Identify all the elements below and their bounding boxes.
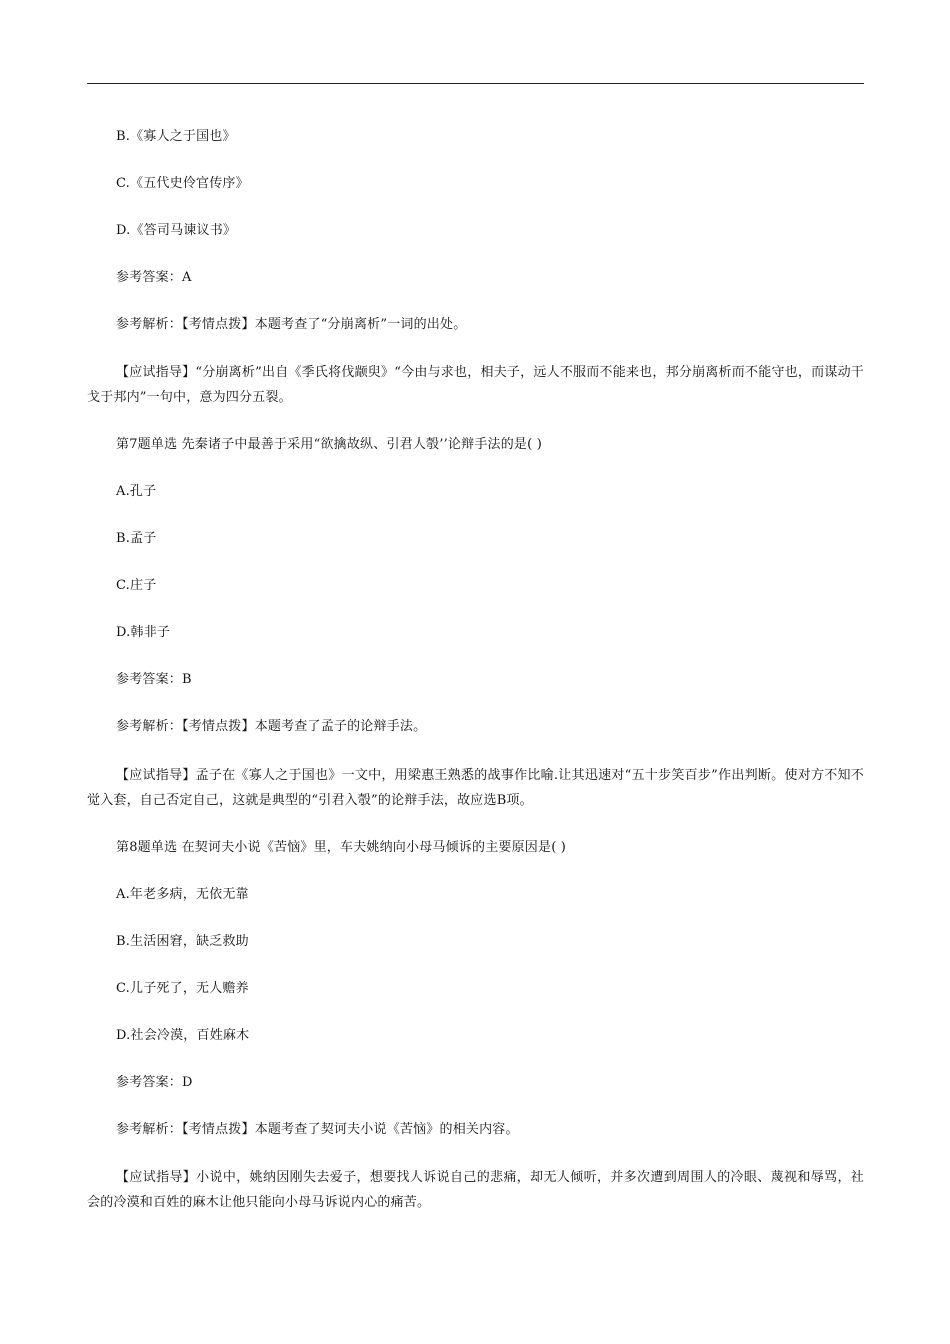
q7-option-c: C.庄子 <box>116 578 157 593</box>
q6-answer: 参考答案：A <box>116 270 192 285</box>
q7-answer: 参考答案：B <box>116 672 192 687</box>
q6-guide: 【应试指导】“分崩离析”出自《季氏将伐颛臾》“今由与求也，相夫子，远人不服而不能来也，邦分崩离析而不能守也，而谋动干戈于邦内”一句中，意为四分五裂。 <box>87 365 864 405</box>
q6-option-b: B.《寡人之于国也》 <box>116 129 236 144</box>
q8-analysis: 参考解析：【考情点拨】本题考查了契诃夫小说《苦恼》的相关内容。 <box>116 1122 519 1137</box>
q8-option-d: D.社会冷漠，百姓麻木 <box>116 1028 250 1043</box>
q6-option-c: C.《五代史伶官传序》 <box>116 176 249 191</box>
q6-analysis: 参考解析：【考情点拨】本题考查了“分崩离析”一词的出处。 <box>116 317 467 332</box>
q8-answer: 参考答案：D <box>116 1075 193 1090</box>
q7-option-a: A.孔子 <box>116 484 157 499</box>
q7-question: 第7题单选 先秦诸子中最善于采用“欲擒故纵、引君人彀’’论辩手法的是( ) <box>116 437 542 452</box>
q8-question: 第8题单选 在契诃夫小说《苦恼》里，车夫姚纳向小母马倾诉的主要原因是( ) <box>116 840 567 855</box>
q7-analysis: 参考解析：【考情点拨】本题考查了孟子的论辩手法。 <box>116 719 427 734</box>
q7-option-b: B.孟子 <box>116 531 157 546</box>
header-rule <box>87 83 864 84</box>
q8-option-a: A.年老多病，无依无靠 <box>116 887 249 902</box>
q8-option-b: B.生活困窘，缺乏救助 <box>116 934 249 949</box>
q8-option-c: C.儿子死了，无人赡养 <box>116 981 249 996</box>
q7-guide: 【应试指导】孟子在《寡人之于国也》一文中，用梁惠王熟悉的战事作比喻.让其迅速对“五十步笑百步”作出判断。使对方不知不觉入套，自己否定自己，这就是典型的“引君入彀”的论辩手法，故应选B项。 <box>87 768 864 808</box>
q8-guide: 【应试指导】小说中，姚纳因刚失去爱子，想要找人诉说自己的悲痛，却无人倾听，并多次遭到周围人的冷眼、蔑视和辱骂，社会的冷漠和百姓的麻木让他只能向小母马诉说内心的痛苦。 <box>87 1170 864 1210</box>
q6-option-d: D.《答司马谏议书》 <box>116 223 237 238</box>
q7-option-d: D.韩非子 <box>116 625 171 640</box>
